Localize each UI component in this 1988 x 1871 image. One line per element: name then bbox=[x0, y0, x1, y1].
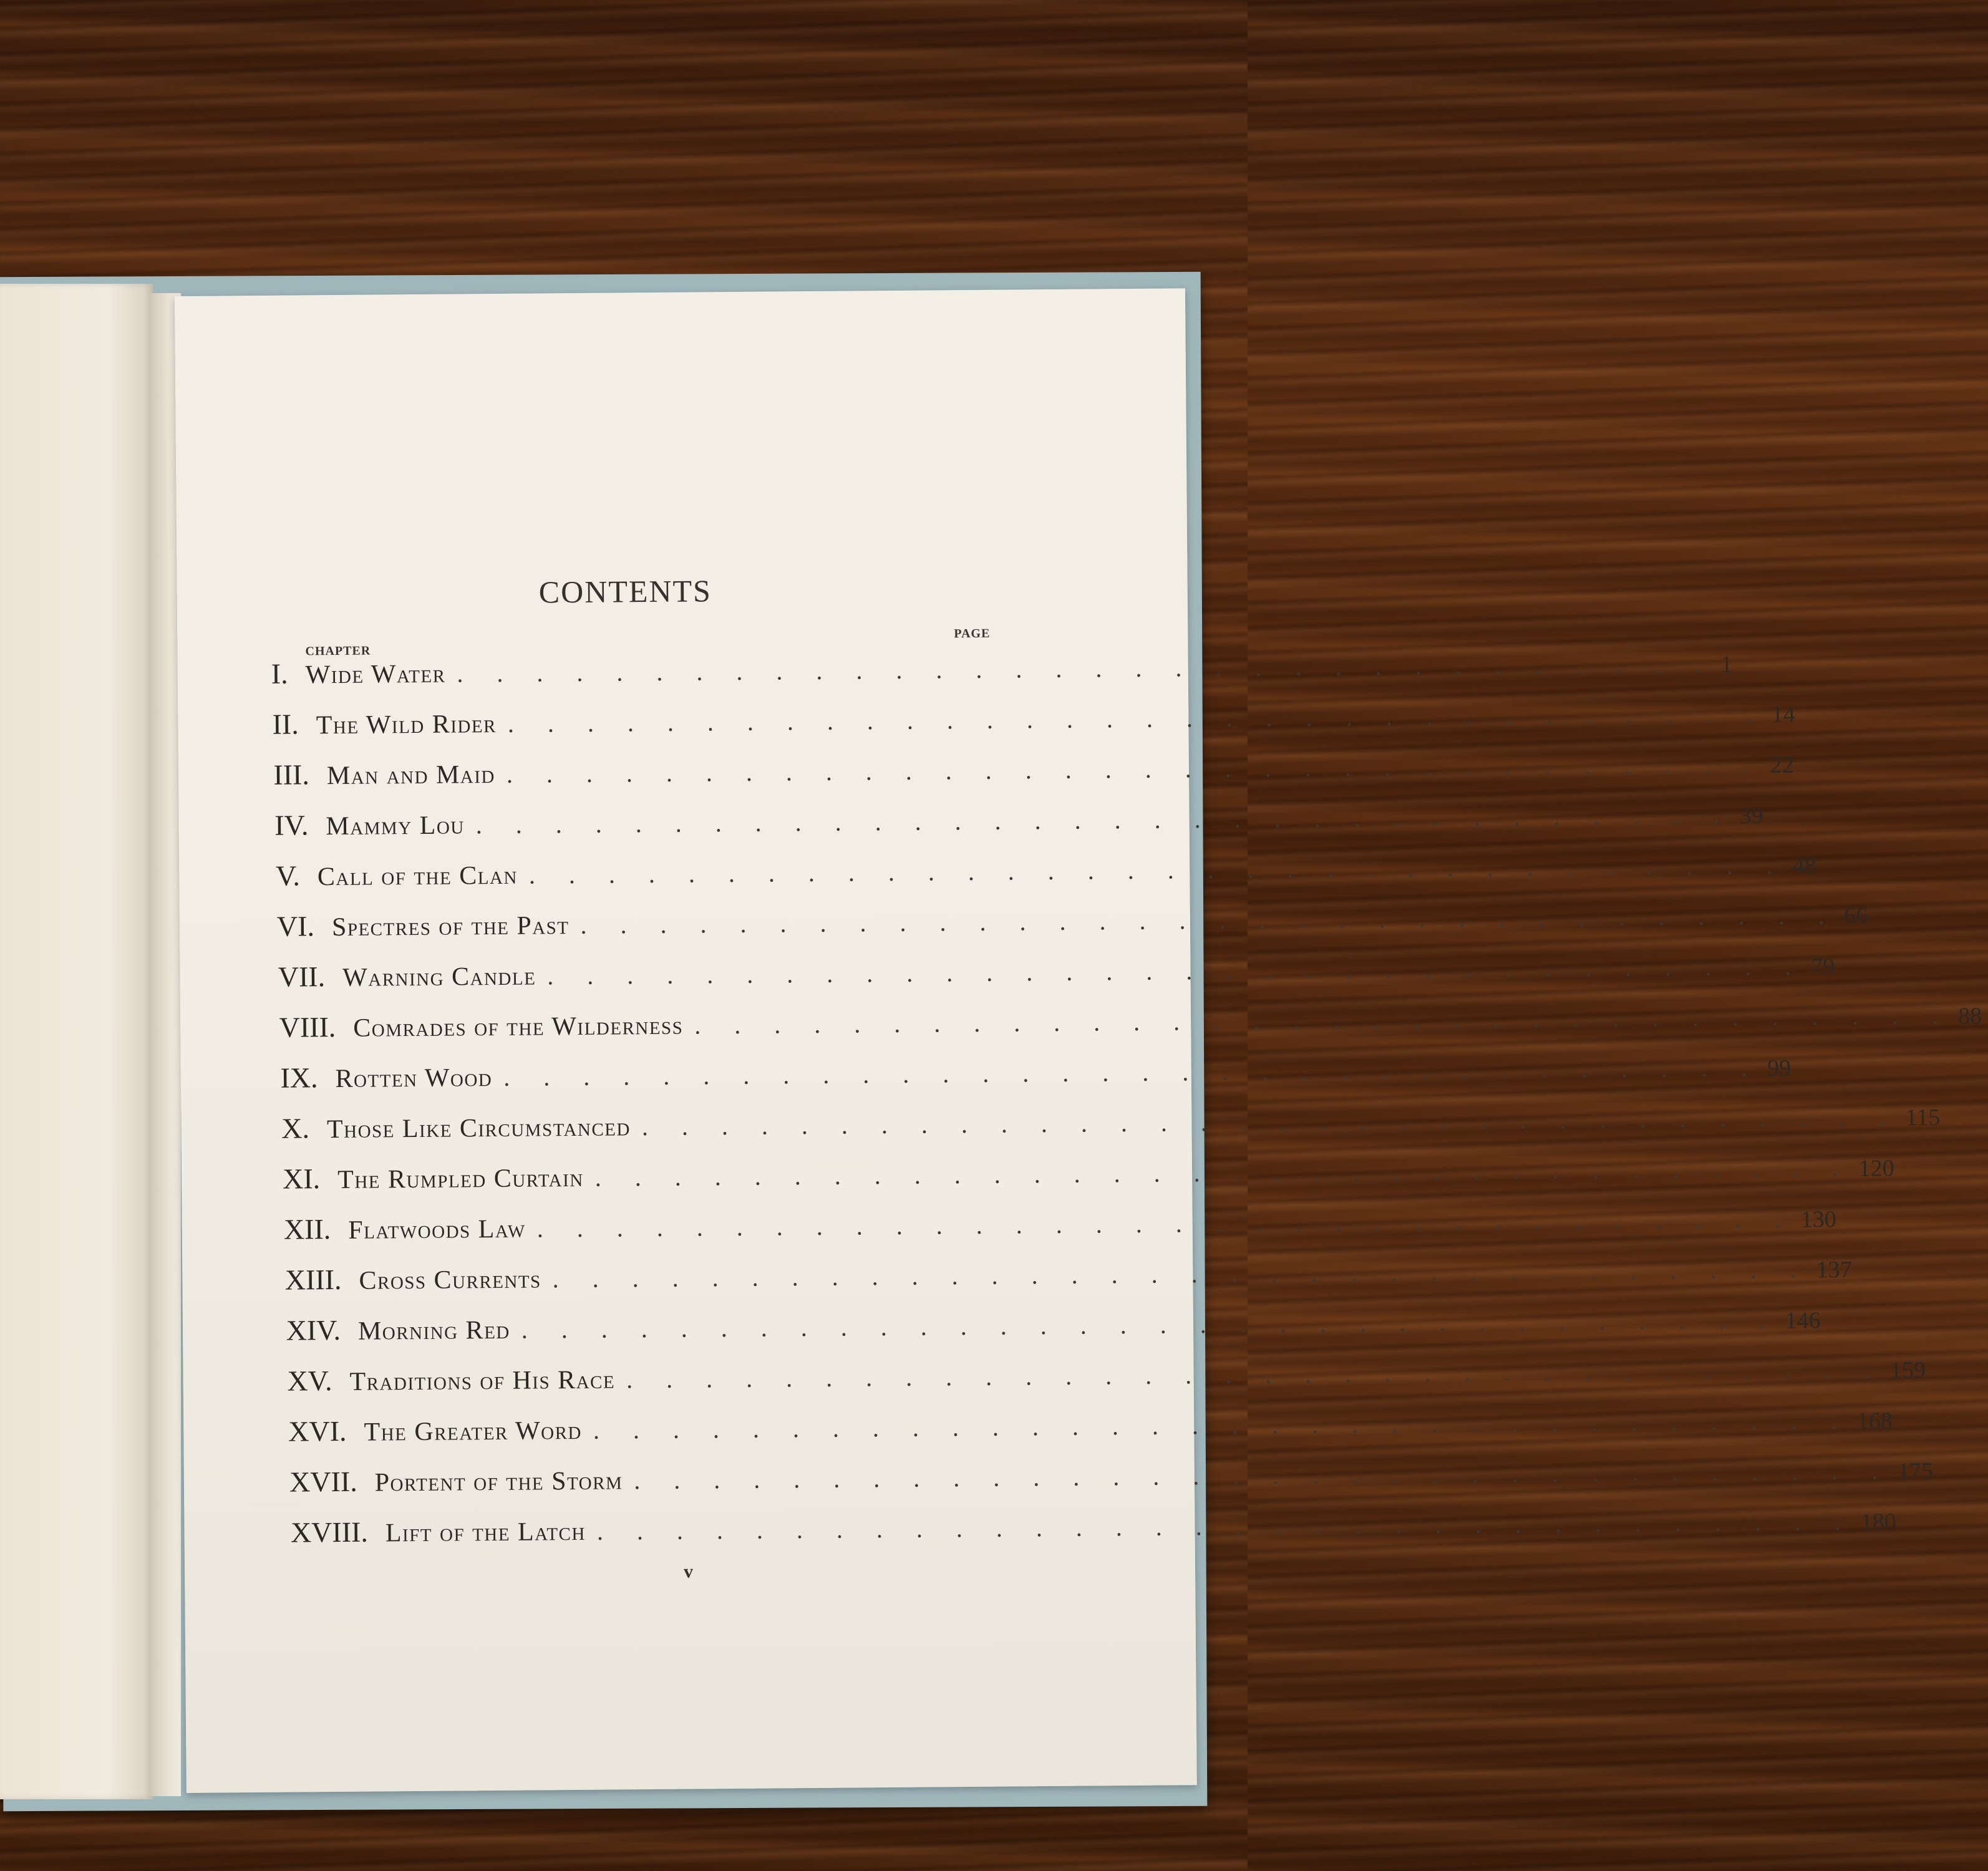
chapter-numeral: XIV. bbox=[286, 1313, 341, 1346]
page-folio: v bbox=[683, 1561, 694, 1582]
dot-leader: . . . . . . . . . . . . . . . . . . . . . . . . . . . . . . . . bbox=[536, 1204, 1795, 1243]
page-column-label: PAGE bbox=[954, 626, 991, 641]
table-of-contents bbox=[175, 288, 1982, 1793]
page-number: 175 bbox=[1898, 1458, 1934, 1485]
page-number: 180 bbox=[1860, 1509, 1896, 1535]
chapter-numeral: XI. bbox=[282, 1163, 321, 1195]
chapter-numeral: IV. bbox=[274, 809, 309, 841]
dot-leader: . . . . . . . . . . . . . . . . . . . . . . . . . . . . . . . . bbox=[503, 1053, 1762, 1091]
page-number: 146 bbox=[1785, 1307, 1821, 1334]
chapter-title: Comrades of the Wilderness bbox=[353, 1011, 684, 1043]
chapter-title: Warning Candle bbox=[342, 962, 536, 992]
chapter-numeral: XVI. bbox=[288, 1414, 347, 1448]
dot-leader: . . . . . . . . . . . . . . . . . . . . . . . . . . . . . . . . bbox=[507, 699, 1766, 738]
contents-entry bbox=[274, 801, 1763, 853]
dot-leader: . . . . . . . . . . . . . . . . . . . . . . . . . . . . . . . . bbox=[694, 1001, 1952, 1040]
dot-leader: . . . . . . . . . . . . . . . . . . . . . . . . . . . . . . . . bbox=[580, 901, 1838, 939]
chapter-title: Those Like Circumstanced bbox=[326, 1113, 631, 1144]
contents-entry bbox=[276, 901, 1868, 954]
chapter-numeral: VIII. bbox=[279, 1011, 336, 1043]
page-number: 130 bbox=[1800, 1206, 1836, 1233]
chapter-title: Wide Water bbox=[305, 659, 446, 690]
dot-leader: . . . . . . . . . . . . . . . . . . . . . . . . . . . . . . . . bbox=[626, 1355, 1884, 1394]
dot-leader: . . . . . . . . . . . . . . . . . . . . . . . . . . . . . . . . bbox=[596, 1507, 1855, 1545]
chapter-title: Lift of the Latch bbox=[385, 1517, 586, 1548]
page-number: 115 bbox=[1905, 1104, 1941, 1131]
chapter-title: Cross Currents bbox=[359, 1265, 541, 1295]
contents-entry bbox=[281, 1103, 1941, 1156]
left-endpaper bbox=[0, 284, 153, 1799]
chapter-title: Mammy Lou bbox=[326, 811, 465, 841]
contents-entry bbox=[282, 1153, 1894, 1206]
page-number: 79 bbox=[1811, 954, 1835, 980]
chapter-title: Man and Maid bbox=[326, 760, 496, 791]
chapter-title: The Wild Rider bbox=[316, 709, 497, 740]
chapter-numeral: XIII. bbox=[284, 1263, 342, 1296]
contents-entry bbox=[278, 952, 1835, 1004]
chapter-title: Portent of the Storm bbox=[374, 1466, 623, 1497]
contents-entry bbox=[283, 1204, 1836, 1257]
contents-entry bbox=[275, 851, 1816, 903]
dot-leader: . . . . . . . . . . . . . . . . . . . . . . . . . . . . . . . . bbox=[475, 801, 1733, 839]
page-number: 14 bbox=[1771, 701, 1796, 728]
page-number: 99 bbox=[1767, 1055, 1792, 1081]
contents-entry bbox=[280, 1053, 1792, 1105]
chapter-title: The Greater Word bbox=[364, 1416, 583, 1447]
chapter-numeral: XVIII. bbox=[290, 1516, 369, 1549]
page-number: 1 bbox=[1720, 651, 1733, 678]
contents-page bbox=[175, 288, 1982, 1793]
page-number: 22 bbox=[1770, 752, 1794, 778]
chapter-column-label: CHAPTER bbox=[305, 644, 371, 659]
chapter-numeral: XV. bbox=[287, 1365, 332, 1397]
contents-entry bbox=[290, 1507, 1896, 1560]
dot-leader: . . . . . . . . . . . . . . . . . . . . . . . . . . . . . . . . bbox=[593, 1406, 1851, 1444]
chapter-title: Rotten Wood bbox=[335, 1063, 493, 1094]
dot-leader: . . . . . . . . . . . . . . . . . . . . . . . . . . . . . . . . bbox=[506, 750, 1764, 788]
chapter-numeral: I. bbox=[271, 657, 288, 690]
page-number: 48 bbox=[1792, 853, 1816, 879]
contents-entry bbox=[272, 699, 1796, 752]
chapter-numeral: III. bbox=[273, 758, 310, 791]
chapter-numeral: II. bbox=[272, 708, 299, 740]
page-number: 88 bbox=[1958, 1003, 1982, 1030]
dot-leader: . . . . . . . . . . . . . . . . . . . . . . . . . . . . . . . . bbox=[547, 952, 1805, 990]
contents-entry bbox=[289, 1456, 1934, 1509]
chapter-title: Call of the Clan bbox=[317, 861, 518, 892]
dot-leader: . . . . . . . . . . . . . . . . . . . . . . . . . . . . . . . . bbox=[634, 1456, 1892, 1495]
page-number: 137 bbox=[1816, 1256, 1852, 1284]
contents-heading: CONTENTS bbox=[538, 573, 712, 610]
chapter-numeral: IX. bbox=[280, 1061, 318, 1094]
dot-leader: . . . . . . . . . . . . . . . . . . . . . . . . . . . . . . . . bbox=[528, 851, 1787, 889]
dot-leader: . . . . . . . . . . . . . . . . . . . . . . . . . . . . . . . . bbox=[521, 1305, 1779, 1344]
chapter-title: The Rumpled Curtain bbox=[337, 1163, 584, 1194]
dot-leader: . . . . . . . . . . . . . . . . . . . . . . . . . . . . . . . . bbox=[457, 649, 1715, 688]
page-number: 159 bbox=[1889, 1357, 1926, 1384]
chapter-numeral: V. bbox=[275, 859, 301, 892]
chapter-numeral: VI. bbox=[276, 910, 315, 942]
chapter-numeral: X. bbox=[281, 1112, 310, 1144]
chapter-title: Spectres of the Past bbox=[331, 911, 570, 942]
chapter-title: Traditions of His Race bbox=[349, 1365, 616, 1396]
contents-entry bbox=[271, 649, 1733, 701]
contents-entry bbox=[286, 1305, 1821, 1358]
contents-entry bbox=[288, 1406, 1893, 1459]
dot-leader: . . . . . . . . . . . . . . . . . . . . . . . . . . . . . . . . bbox=[552, 1255, 1810, 1293]
contents-entry bbox=[273, 750, 1794, 802]
chapter-numeral: XII. bbox=[283, 1213, 331, 1245]
page-number: 39 bbox=[1739, 803, 1763, 829]
chapter-numeral: XVII. bbox=[289, 1465, 357, 1498]
dot-leader: . . . . . . . . . . . . . . . . . . . . . . . . . . . . . . . . bbox=[594, 1153, 1853, 1192]
chapter-numeral: VII. bbox=[278, 960, 326, 993]
chapter-title: Flatwoods Law bbox=[348, 1214, 526, 1245]
page-number: 168 bbox=[1856, 1408, 1893, 1434]
contents-entry bbox=[287, 1355, 1926, 1408]
contents-entry bbox=[279, 1001, 1982, 1055]
page-number: 120 bbox=[1858, 1155, 1894, 1182]
chapter-title: Morning Red bbox=[357, 1315, 510, 1346]
contents-entry bbox=[284, 1255, 1852, 1307]
dot-leader: . . . . . . . . . . . . . . . . . . . . . . . . . . . . . . . . bbox=[641, 1103, 1899, 1141]
page-number: 66 bbox=[1844, 902, 1868, 930]
